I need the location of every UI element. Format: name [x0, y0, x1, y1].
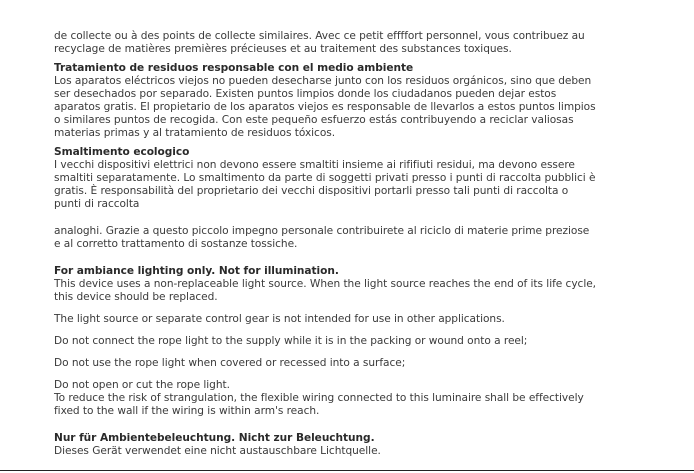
es-line: ser desechados por separado. Existen puntos limpios donde los ciudadanos pueden dejar estos	[54, 88, 557, 100]
es-heading: Tratamiento de residuos responsable con el medio ambiente	[54, 62, 414, 74]
it-line: gratis. È responsabilità del proprietario dei vecchi dispositivi portarli presso tali punti di raccolta o	[54, 185, 569, 197]
italian-disposal-section	[54, 146, 654, 211]
italian-disposal-continuation	[54, 225, 654, 251]
fr-line: de collecte ou à des points de collecte similaires. Avec ce petit effffort personnel, vous contribuez au	[54, 30, 585, 42]
spanish-disposal-section	[54, 62, 654, 140]
page-bottom-rule	[0, 470, 694, 471]
document-page	[54, 30, 654, 458]
es-line: aparatos gratis. El propietario de los aparatos viejos es responsable de llevarlos a estos puntos limpios	[54, 101, 596, 113]
it-line: I vecchi dispositivi elettrici non devono essere smaltiti insieme ai rififiuti residui, ma devono essere	[54, 159, 575, 171]
en-paragraph-supply: Do not connect the rope light to the supply while it is in the packing or wound onto a reel;	[54, 335, 528, 347]
es-line: o similares puntos de recogida. Con este pequeño esfuerzo estás contribuyendo a reciclar valiosas	[54, 114, 574, 126]
it-heading: Smaltimento ecologico	[54, 146, 190, 158]
it-line: punti di raccolta	[54, 198, 140, 210]
en-paragraph-control-gear: The light source or separate control gear is not intended for use in other applications.	[54, 313, 505, 325]
de-line: Dieses Gerät verwendet eine nicht austauschbare Lichtquelle.	[54, 445, 381, 457]
french-disposal-continuation	[54, 30, 654, 56]
en-paragraph-open-cut: Do not open or cut the rope light.	[54, 379, 230, 391]
en-intro-line: This device uses a non-replaceable light source. When the light source reaches the end of its life cycle,	[54, 278, 597, 290]
german-lighting-section	[54, 432, 654, 458]
en-paragraph-strangulation: To reduce the risk of strangulation, the flexible wiring connected to this luminaire shall be effectively	[54, 392, 584, 404]
es-line: materias primas y al tratamiento de residuos tóxicos.	[54, 127, 336, 139]
es-line: Los aparatos eléctricos viejos no pueden desecharse junto con los residuos orgánicos, sino que deben	[54, 75, 592, 87]
de-heading: Nur für Ambientebeleuchtung. Nicht zur Beleuchtung.	[54, 432, 375, 444]
it-cont-line: e al corretto trattamento di sostanze tossiche.	[54, 238, 298, 250]
en-intro-line: this device should be replaced.	[54, 291, 218, 303]
fr-line: recyclage de matières premières précieuses et au traitement des substances toxiques.	[54, 43, 512, 55]
it-line: smaltiti separatamente. Lo smaltimento da parte di soggetti privati presso i punti di raccolta pubblici è	[54, 172, 596, 184]
en-heading: For ambiance lighting only. Not for illumination.	[54, 265, 339, 277]
english-lighting-section	[54, 265, 654, 418]
it-cont-line: analoghi. Grazie a questo piccolo impegno personale contribuirete al riciclo di materie prime preziose	[54, 225, 590, 237]
en-paragraph-strangulation: fixed to the wall if the wiring is within arm's reach.	[54, 405, 320, 417]
en-paragraph-covered: Do not use the rope light when covered or recessed into a surface;	[54, 357, 406, 369]
